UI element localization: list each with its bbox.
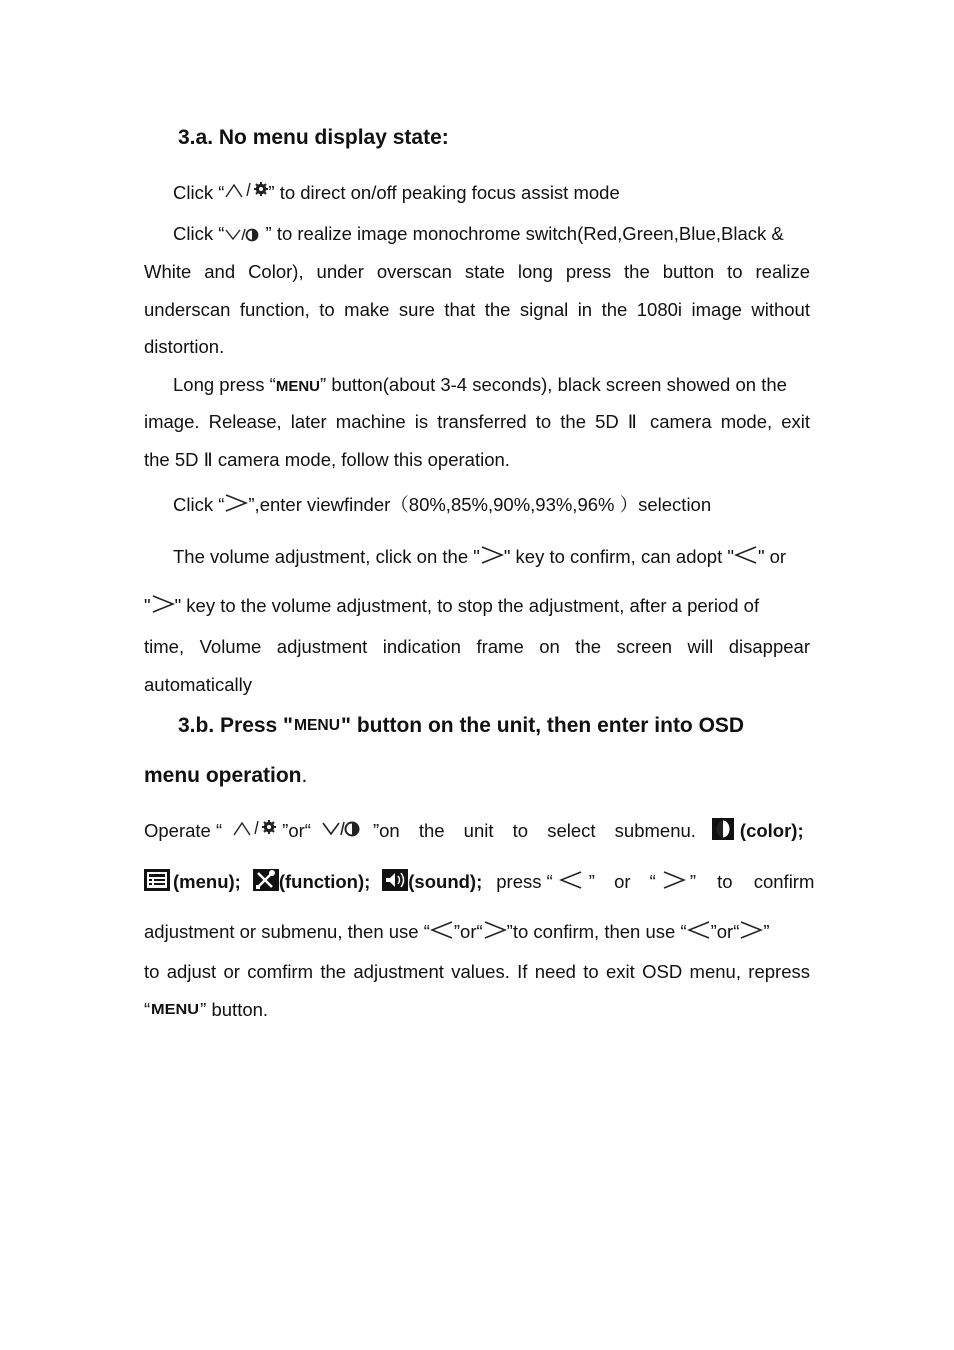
peaking-paragraph bbox=[144, 174, 810, 212]
operate-line1 bbox=[144, 812, 810, 850]
monochrome-paragraph-line1 bbox=[144, 215, 810, 253]
right-arrow-icon bbox=[483, 920, 507, 940]
section-b-heading-line2 bbox=[144, 764, 810, 788]
right-arrow-icon bbox=[662, 870, 686, 890]
long-press-paragraph-line3: the 5D Ⅱ camera mode, follow this operation. bbox=[144, 449, 510, 470]
volume-paragraph-line3: time, Volume adjustment indication frame on the screen will disappear bbox=[144, 636, 810, 657]
volume-paragraph-line2 bbox=[144, 587, 810, 625]
text: ” to direct on/off peaking focus assist mode bbox=[268, 182, 620, 203]
up-gear-icon bbox=[224, 181, 268, 201]
text: ” bbox=[763, 921, 770, 942]
long-press-paragraph-line2: image. Release, later machine is transferred to the 5D Ⅱ camera mode, exit bbox=[144, 411, 810, 432]
text: ” or “ bbox=[588, 871, 656, 892]
text: adjustment or submenu, then use “ bbox=[144, 921, 430, 942]
left-arrow-icon bbox=[559, 870, 583, 890]
text: 3.b. Press " bbox=[178, 714, 294, 737]
operate-line2 bbox=[144, 863, 815, 901]
down-contrast-icon bbox=[224, 226, 260, 242]
monochrome-paragraph-line4: distortion. bbox=[144, 336, 225, 357]
text: ” to confirm bbox=[689, 871, 815, 892]
down-contrast-icon bbox=[321, 819, 361, 839]
text: " key to confirm, can adopt " bbox=[503, 546, 734, 567]
text: ”,enter viewfinder（80%,85%,90%,93%,96% ）selection bbox=[248, 494, 712, 515]
section-a-heading: 3.a. No menu display state: bbox=[178, 126, 449, 149]
left-arrow-icon bbox=[430, 920, 454, 940]
text: ” to realize image monochrome switch(Red,Green,Blue,Black & bbox=[260, 223, 784, 244]
text: ”on the unit to select submenu. bbox=[372, 820, 696, 841]
text: " or bbox=[757, 546, 787, 567]
text: ”or“ bbox=[710, 921, 740, 942]
text: . bbox=[301, 764, 308, 787]
text: (sound); bbox=[408, 871, 483, 892]
text: ”or“ bbox=[453, 921, 483, 942]
viewfinder-paragraph bbox=[144, 486, 810, 524]
text: " bbox=[144, 595, 151, 616]
operate-line4: to adjust or comfirm the adjustment values. If need to exit OSD menu, repress bbox=[144, 961, 810, 982]
text: " button on the unit, then enter into OSD bbox=[341, 714, 745, 737]
text: menu operation bbox=[144, 764, 302, 787]
text: " key to the volume adjustment, to stop the adjustment, after a period of bbox=[174, 595, 760, 616]
text: Long press “ bbox=[173, 374, 276, 395]
menu-label: MENU bbox=[275, 378, 321, 395]
svg-text:MENU: MENU bbox=[294, 717, 341, 733]
text: Click “ bbox=[173, 223, 225, 244]
text: Operate “ bbox=[144, 820, 223, 841]
operate-line5 bbox=[144, 991, 810, 1029]
right-arrow-icon bbox=[480, 545, 504, 565]
text: (menu); bbox=[173, 871, 241, 892]
right-arrow-icon bbox=[224, 493, 248, 513]
right-arrow-icon bbox=[151, 594, 175, 614]
volume-paragraph-line4: automatically bbox=[144, 674, 252, 695]
menu-button-icon bbox=[293, 715, 341, 733]
text: (function); bbox=[278, 871, 371, 892]
monochrome-paragraph-line2: White and Color), under overscan state long press the button to realize bbox=[144, 261, 810, 282]
volume-paragraph-line1 bbox=[144, 538, 810, 576]
text: ”or“ bbox=[282, 820, 311, 841]
operate-line3 bbox=[144, 913, 810, 951]
text: (color); bbox=[739, 820, 804, 841]
text: Click “ bbox=[173, 494, 225, 515]
left-arrow-icon bbox=[734, 545, 758, 565]
text: ” button. bbox=[200, 999, 269, 1020]
text: ” button(about 3-4 seconds), black screen showed on the bbox=[320, 374, 787, 395]
menu-submenu-icon bbox=[144, 869, 170, 891]
text: press “ bbox=[496, 871, 553, 892]
menu-button-icon bbox=[150, 1000, 200, 1016]
right-arrow-icon bbox=[739, 920, 763, 940]
sound-submenu-icon bbox=[382, 869, 408, 891]
text: The volume adjustment, click on the " bbox=[173, 546, 480, 567]
text: Click “ bbox=[173, 182, 225, 203]
text: ”to confirm, then use “ bbox=[506, 921, 687, 942]
section-b-heading-line1 bbox=[178, 714, 844, 738]
color-submenu-icon bbox=[712, 818, 734, 840]
text: “ bbox=[144, 999, 151, 1020]
monochrome-paragraph-line3: underscan function, to make sure that the signal in the 1080i image without bbox=[144, 299, 810, 320]
long-press-paragraph-line1 bbox=[144, 366, 810, 406]
function-submenu-icon bbox=[253, 869, 279, 891]
svg-text:MENU: MENU bbox=[151, 1001, 200, 1016]
up-gear-icon bbox=[232, 819, 276, 839]
left-arrow-icon bbox=[687, 920, 711, 940]
